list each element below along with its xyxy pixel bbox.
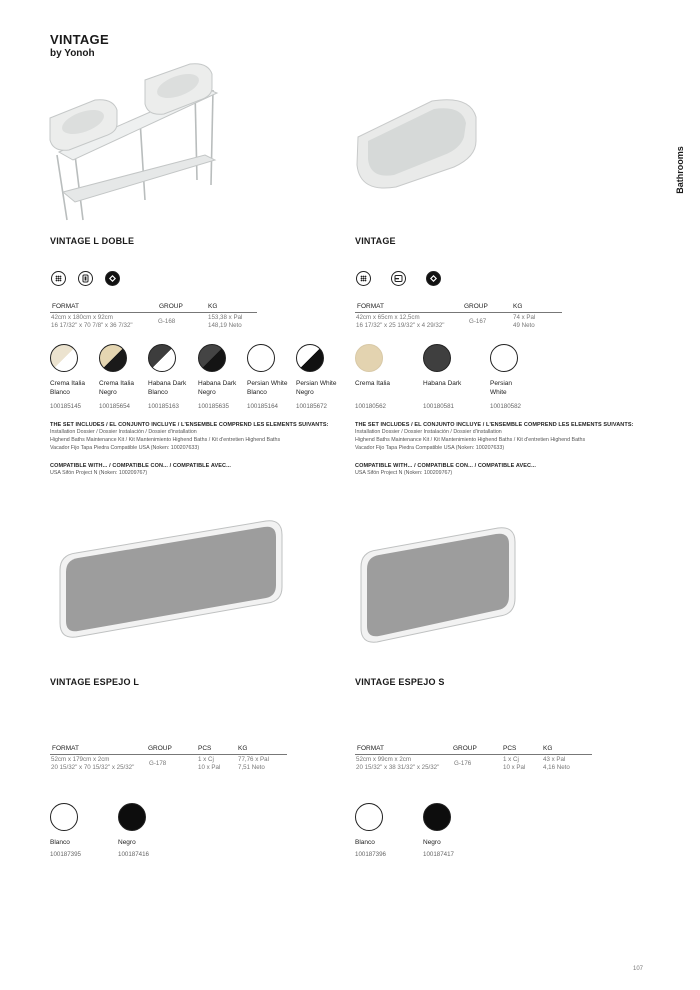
finish-label: Persian White Blanco xyxy=(247,380,288,396)
spec-kg-net: 7,51 Neto xyxy=(238,764,265,771)
compatible-with xyxy=(50,463,231,477)
finish-swatch xyxy=(50,803,78,831)
small-mirror-image xyxy=(355,522,520,647)
spec-header-kg: KG xyxy=(238,745,248,752)
spec-group: G-178 xyxy=(149,760,167,767)
compatible-item: USA Sifón Project N (Noken: 100209767) xyxy=(355,470,453,476)
spec-kg-net: 49 Neto xyxy=(513,322,535,329)
overflow-icon xyxy=(78,271,93,286)
spec-pcs-box: 1 x Cj xyxy=(198,756,214,763)
product-name: VINTAGE L DOBLE xyxy=(50,236,135,246)
spec-pcs-box: 1 x Cj xyxy=(503,756,519,763)
finish-swatch xyxy=(247,344,275,372)
finish-code: 100185635 xyxy=(198,403,229,410)
feature-icons xyxy=(356,271,441,286)
page-title: VINTAGE xyxy=(50,32,109,47)
spec-header-kg: KG xyxy=(543,745,553,752)
finish-code: 100185654 xyxy=(99,403,130,410)
spec-format-metric: 42cm x 65cm x 12,5cm xyxy=(356,314,420,321)
drain-grid-icon xyxy=(356,271,371,286)
finish-code: 100180581 xyxy=(423,403,454,410)
spec-header-pcs: PCS xyxy=(503,745,517,752)
spec-format-metric: 52cm x 99cm x 2cm xyxy=(356,756,412,763)
spec-group: G-168 xyxy=(158,318,176,325)
spec-header-kg: KG xyxy=(513,303,523,310)
finish-swatch xyxy=(198,344,226,372)
spec-header-pcs: PCS xyxy=(198,745,212,752)
spec-table xyxy=(50,745,290,775)
spec-table xyxy=(50,303,260,333)
spec-kg-net: 4,16 Neto xyxy=(543,764,570,771)
double-washbasin-console-image xyxy=(45,60,230,230)
finish-code: 100187396 xyxy=(355,851,386,858)
finish-swatch xyxy=(50,344,78,372)
finish-label: Habana Dark xyxy=(423,380,462,387)
spec-header-format: FORMAT xyxy=(52,745,79,752)
spec-divider xyxy=(355,312,562,313)
set-includes-title: THE SET INCLUDES / EL CONJUNTO INCLUYE / L'ENSEMBLE COMPREND LES ELEMENTS SUIVANTS: xyxy=(355,422,634,428)
set-includes-item: Vacador Fijo Tapa Piedra Compatible USA (Noken: 100207633) xyxy=(50,445,200,451)
finish-swatch xyxy=(296,344,324,372)
spec-pcs-pallet: 10 x Pal xyxy=(198,764,221,771)
single-washbasin-image xyxy=(352,95,482,195)
spec-header-format: FORMAT xyxy=(52,303,79,310)
set-includes-item: Installation Dossier / Dossier Instalación / Dossier d'installation xyxy=(355,429,502,435)
spec-kg-pallet: 74 x Pal xyxy=(513,314,536,321)
feature-icons xyxy=(51,271,120,286)
finish-label: Persian White Negro xyxy=(296,380,337,396)
finish-label: Crema Italia Negro xyxy=(99,380,135,396)
finish-code: 100187395 xyxy=(50,851,81,858)
spec-divider xyxy=(355,754,592,755)
spec-pcs-pallet: 10 x Pal xyxy=(503,764,526,771)
finish-label: Habana Dark Blanco xyxy=(148,380,187,396)
finish-code: 100185672 xyxy=(296,403,327,410)
spec-format-imperial: 16 17/32" x 25 19/32" x 4 29/32" xyxy=(356,322,445,329)
finish-label: Habana Dark Negro xyxy=(198,380,237,396)
finish-label: Blanco xyxy=(50,839,70,846)
spec-table xyxy=(355,745,595,775)
compatible-with xyxy=(355,463,536,477)
set-includes-item: Vacador Fijo Tapa Piedra Compatible USA (Noken: 100207633) xyxy=(355,445,505,451)
finish-code: 100185164 xyxy=(247,403,278,410)
finish-code: 100180562 xyxy=(355,403,386,410)
finish-label: Crema Italia Blanco xyxy=(50,380,86,396)
spec-table xyxy=(355,303,565,333)
spec-format-imperial: 20 15/32" x 70 15/32" x 25/32" xyxy=(51,764,135,771)
compatible-title: COMPATIBLE WITH... / COMPATIBLE CON... / COMPATIBLE AVEC... xyxy=(355,463,536,469)
spec-header-group: GROUP xyxy=(159,303,183,310)
spec-header-group: GROUP xyxy=(453,745,477,752)
product-name: VINTAGE ESPEJO L xyxy=(50,677,140,687)
spec-header-format: FORMAT xyxy=(357,303,384,310)
spec-header-kg: KG xyxy=(208,303,218,310)
finish-code: 100185163 xyxy=(148,403,179,410)
finish-code: 100187416 xyxy=(118,851,149,858)
finish-swatch xyxy=(355,344,383,372)
spec-kg-pallet: 77,76 x Pal xyxy=(238,756,269,763)
spec-kg-pallet: 153,38 x Pal xyxy=(208,314,243,321)
spec-divider xyxy=(50,754,287,755)
diamond-icon xyxy=(426,271,441,286)
set-includes xyxy=(50,422,329,452)
compatible-item: USA Sifón Project N (Noken: 100209767) xyxy=(50,470,148,476)
finish-code: 100187417 xyxy=(423,851,454,858)
finish-swatch xyxy=(423,803,451,831)
finish-swatch xyxy=(99,344,127,372)
drain-grid-icon xyxy=(51,271,66,286)
set-includes-title: THE SET INCLUDES / EL CONJUNTO INCLUYE / L'ENSEMBLE COMPREND LES ELEMENTS SUIVANTS: xyxy=(50,422,329,428)
set-includes-item: Installation Dossier / Dossier Instalación / Dossier d'installation xyxy=(50,429,197,435)
page-number: 107 xyxy=(632,966,643,972)
finish-swatch xyxy=(423,344,451,372)
finish-swatch xyxy=(355,803,383,831)
large-mirror-image xyxy=(48,515,288,645)
spec-header-group: GROUP xyxy=(464,303,488,310)
section-tab xyxy=(670,140,690,200)
spec-group: G-176 xyxy=(454,760,472,767)
finish-label: Blanco xyxy=(355,839,375,846)
spec-kg-net: 148,19 Neto xyxy=(208,322,242,329)
spec-divider xyxy=(50,312,257,313)
finish-swatch xyxy=(148,344,176,372)
finish-label: Negro xyxy=(118,839,136,846)
diamond-icon xyxy=(105,271,120,286)
finish-label: Crema Italia xyxy=(355,380,391,387)
set-includes-item: Highend Baths Maintenance Kit / Kit Mantenimiento Highend Baths / Kit d'entretien Highend Baths xyxy=(50,437,281,443)
finish-swatch xyxy=(118,803,146,831)
product-name: VINTAGE xyxy=(355,236,396,246)
section-label: Bathrooms xyxy=(675,146,685,194)
spec-format-metric: 52cm x 179cm x 2cm xyxy=(51,756,110,763)
spec-format-metric: 42cm x 180cm x 92cm xyxy=(51,314,113,321)
brand-subtitle: by Yonoh xyxy=(50,48,95,59)
spec-kg-pallet: 43 x Pal xyxy=(543,756,566,763)
compatible-title: COMPATIBLE WITH... / COMPATIBLE CON... / COMPATIBLE AVEC... xyxy=(50,463,231,469)
spec-format-imperial: 16 17/32" x 70 7/8" x 36 7/32" xyxy=(51,322,133,329)
product-name: VINTAGE ESPEJO S xyxy=(355,677,445,687)
spec-format-imperial: 20 15/32" x 38 31/32" x 25/32" xyxy=(356,764,440,771)
spec-group: G-167 xyxy=(469,318,487,325)
set-includes xyxy=(355,422,634,452)
no-overflow-icon xyxy=(391,271,406,286)
finish-label: Negro xyxy=(423,839,441,846)
finish-code: 100180582 xyxy=(490,403,521,410)
spec-header-format: FORMAT xyxy=(357,745,384,752)
finish-label: Persian White xyxy=(490,380,513,396)
spec-header-group: GROUP xyxy=(148,745,172,752)
finish-swatch xyxy=(490,344,518,372)
finish-code: 100185145 xyxy=(50,403,81,410)
set-includes-item: Highend Baths Maintenance Kit / Kit Mantenimiento Highend Baths / Kit d'entretien Highend Baths xyxy=(355,437,586,443)
